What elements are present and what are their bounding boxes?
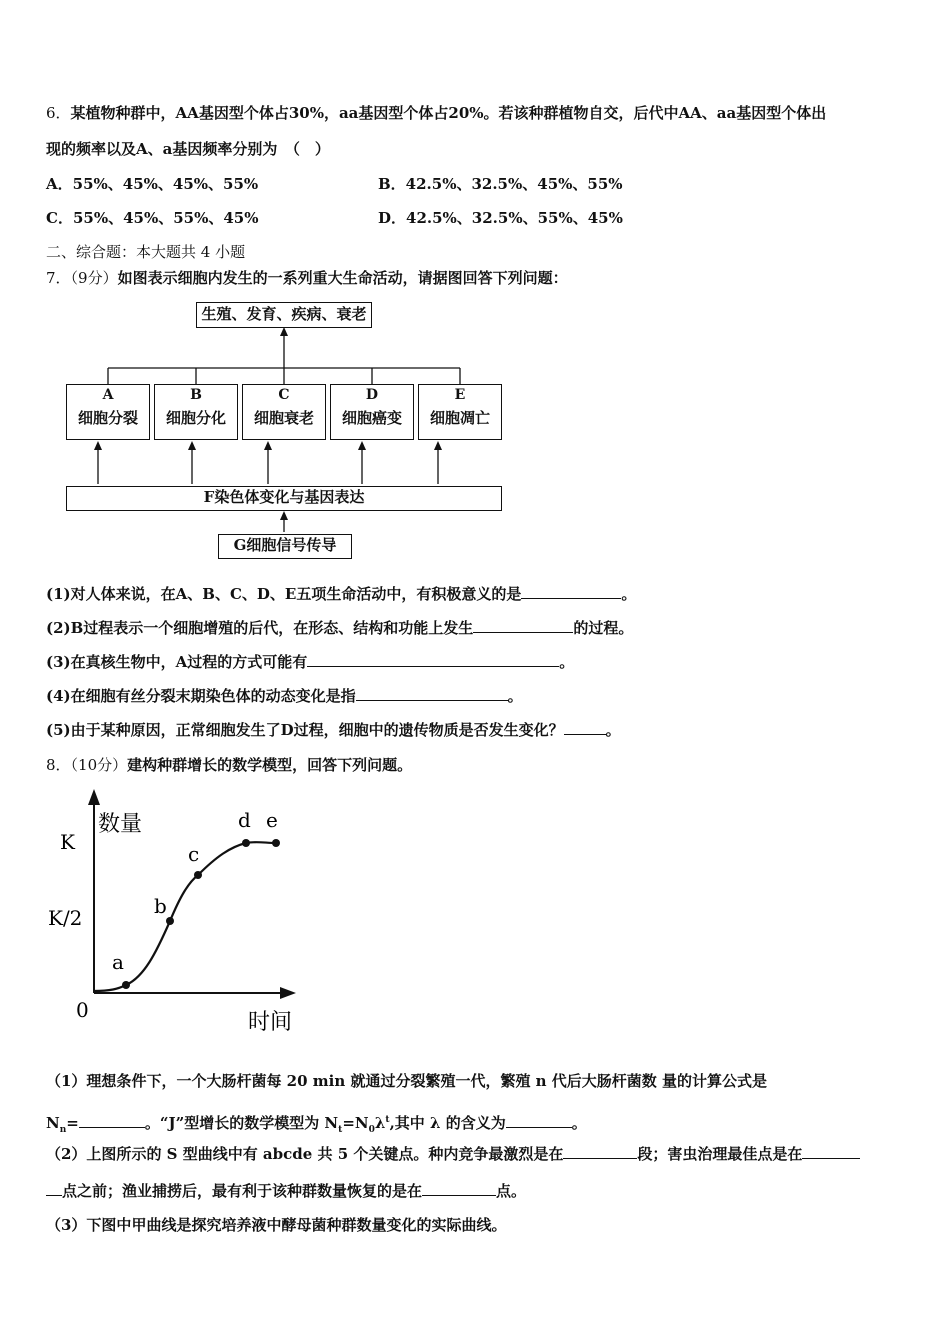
q6-option-a: A．55%、45%、45%、55% bbox=[46, 175, 259, 193]
cell-life-activity-diagram bbox=[62, 300, 522, 565]
q7-sub1 bbox=[46, 584, 636, 604]
q7-sub1-answer-blank[interactable] bbox=[521, 584, 621, 599]
q8-sub2-segment-blank[interactable] bbox=[563, 1144, 637, 1159]
point-e-label: e bbox=[266, 808, 278, 832]
box-b-label: 细胞分化 bbox=[165, 409, 226, 427]
point-c-label: c bbox=[188, 842, 200, 866]
q8-sub2-text: （2）上图所示的 S 型曲线中有 abcde 共 5 个关键点。种内竞争最激烈是在 bbox=[46, 1145, 564, 1163]
q7-sub4 bbox=[46, 686, 523, 706]
q8-sub2-mid: 段；害虫治理最佳点是在 bbox=[637, 1145, 803, 1163]
box-c-cell-aging bbox=[242, 384, 326, 440]
q8-sub2-end: 点。 bbox=[496, 1182, 527, 1200]
origin-label: 0 bbox=[76, 998, 89, 1022]
q8-nn: N bbox=[46, 1114, 60, 1132]
q7-sub5-text: (5)由于某种原因，正常细胞发生了D过程，细胞中的遗传物质是否发生变化？ bbox=[46, 721, 564, 739]
q7-number: 7． bbox=[46, 269, 71, 287]
q8-stem-line bbox=[46, 755, 412, 775]
box-f-chromosome-gene-expression: F染色体变化与基因表达 bbox=[66, 486, 502, 511]
q7-sub3-text: (3)在真核生物中，A过程的方式可能有 bbox=[46, 653, 308, 671]
box-b-cell-differentiation bbox=[154, 384, 238, 440]
q8-sub2-line1 bbox=[46, 1144, 860, 1164]
q8-number: 8． bbox=[46, 756, 71, 774]
q8-eq: = bbox=[66, 1114, 79, 1132]
q6-stem-line1 bbox=[46, 103, 826, 123]
q6-option-d: D．42.5%、32.5%、55%、45% bbox=[378, 209, 623, 227]
q7-sub5-end: 。 bbox=[605, 721, 621, 739]
box-d-label: 细胞癌变 bbox=[341, 409, 402, 427]
q8-sub2-line2-mid: 点之前；渔业捕捞后，最有利于该种群数量恢复的是在 bbox=[62, 1182, 423, 1200]
q7-sub3-end: 。 bbox=[559, 653, 575, 671]
q7-sub3 bbox=[46, 652, 574, 672]
q8-sub1-line1: （1）理想条件下，一个大肠杆菌每 20 min 就通过分裂繁殖一代，繁殖 n 代后大肠杆菌数 量的计算公式是 bbox=[46, 1072, 768, 1090]
q7-stem: 如图表示细胞内发生的一系列重大生命活动，请据图回答下列问题： bbox=[117, 269, 568, 287]
q8-zero-sub: 0 bbox=[368, 1125, 375, 1135]
q8-sub2-pest-blank-part2[interactable] bbox=[46, 1181, 62, 1196]
k-half-label: K/2 bbox=[48, 906, 83, 930]
q7-sub4-end: 。 bbox=[507, 687, 523, 705]
point-e bbox=[272, 839, 280, 847]
s-curve-svg bbox=[40, 785, 310, 1035]
point-c bbox=[194, 871, 202, 879]
q8-sub1-lambda-blank[interactable] bbox=[506, 1113, 572, 1128]
q7-sub1-text: (1)对人体来说，在A、B、C、D、E五项生命活动中，有积极意义的是 bbox=[46, 585, 522, 603]
q8-sub2-recovery-blank[interactable] bbox=[422, 1181, 496, 1196]
box-a-letter: A bbox=[102, 387, 114, 403]
box-d-cell-canceration bbox=[330, 384, 414, 440]
q7-sub1-end: 。 bbox=[621, 585, 637, 603]
q6-option-b: B．42.5%、32.5%、45%、55% bbox=[378, 175, 623, 193]
s-curve-graph bbox=[40, 785, 310, 1035]
q8-sub1-mid: 。“J”型增长的数学模型为 N bbox=[144, 1114, 339, 1132]
q7-sub5 bbox=[46, 720, 621, 740]
point-a-label: a bbox=[112, 950, 124, 974]
q6-stem-line2: 现的频率以及A、a基因频率分别为 （ ） bbox=[46, 140, 330, 158]
q8-sub1-tail: ,其中 λ 的含义为 bbox=[389, 1114, 506, 1132]
q7-sub2 bbox=[46, 618, 633, 638]
q8-t-sub: t bbox=[338, 1125, 343, 1135]
q8-lambda: λ bbox=[374, 1114, 386, 1132]
q8-eq2: =N bbox=[342, 1114, 369, 1132]
q8-stem: 建构种群增长的数学模型，回答下列问题。 bbox=[127, 756, 413, 774]
q8-score: （10分） bbox=[70, 756, 128, 774]
q6-option-c: C．55%、45%、55%、45% bbox=[46, 209, 259, 227]
q8-sub1-end: 。 bbox=[571, 1114, 587, 1132]
q7-score: （9分） bbox=[70, 269, 118, 287]
box-g-cell-signaling: G细胞信号传导 bbox=[218, 534, 352, 559]
section-heading: 二、综合题：本大题共 4 小题 bbox=[46, 243, 246, 261]
k-label: K bbox=[60, 830, 75, 854]
q7-sub2-text: (2)B过程表示一个细胞增殖的后代，在形态、结构和功能上发生 bbox=[46, 619, 474, 637]
box-e-cell-apoptosis bbox=[418, 384, 502, 440]
point-d bbox=[242, 839, 250, 847]
q8-sub2-line2 bbox=[46, 1181, 526, 1201]
q6-number: 6． bbox=[46, 104, 71, 122]
box-e-letter: E bbox=[454, 387, 466, 403]
q7-sub3-answer-blank[interactable] bbox=[307, 652, 559, 667]
x-axis-label: 时间 bbox=[248, 1010, 293, 1035]
point-b bbox=[166, 917, 174, 925]
box-a-label: 细胞分裂 bbox=[77, 409, 138, 427]
q6-stem-text1: 某植物种群中，AA基因型个体占30%，aa基因型个体占20%。若该种群植物自交，后代中AA、aa基因型个体出 bbox=[70, 104, 827, 122]
box-d-letter: D bbox=[365, 387, 379, 403]
outcome-box: 生殖、发育、疾病、衰老 bbox=[196, 302, 372, 328]
point-d-label: d bbox=[238, 808, 251, 832]
box-b-letter: B bbox=[190, 387, 202, 403]
q7-sub4-answer-blank[interactable] bbox=[356, 686, 508, 701]
q8-nn-sub: n bbox=[59, 1125, 67, 1135]
point-a bbox=[122, 981, 130, 989]
box-e-label: 细胞凋亡 bbox=[429, 409, 490, 427]
box-c-letter: C bbox=[278, 387, 290, 403]
q7-stem-line bbox=[46, 268, 568, 288]
q7-sub2-end: 的过程。 bbox=[573, 619, 634, 637]
q8-sub3: （3）下图中甲曲线是探究培养液中酵母菌种群数量变化的实际曲线。 bbox=[46, 1216, 507, 1234]
y-axis-label: 数量 bbox=[98, 812, 143, 837]
point-b-label: b bbox=[154, 894, 167, 918]
box-c-label: 细胞衰老 bbox=[253, 409, 314, 427]
q8-t-sup: t bbox=[385, 1115, 390, 1125]
box-a-cell-division bbox=[66, 384, 150, 440]
q8-sub1-line2 bbox=[46, 1110, 587, 1140]
q7-sub5-answer-blank[interactable] bbox=[564, 720, 606, 735]
q8-sub2-pest-blank-part1[interactable] bbox=[802, 1144, 860, 1159]
q8-sub1-formula-blank[interactable] bbox=[79, 1113, 145, 1128]
q7-sub2-answer-blank[interactable] bbox=[473, 618, 573, 633]
q7-sub4-text: (4)在细胞有丝分裂末期染色体的动态变化是指 bbox=[46, 687, 356, 705]
